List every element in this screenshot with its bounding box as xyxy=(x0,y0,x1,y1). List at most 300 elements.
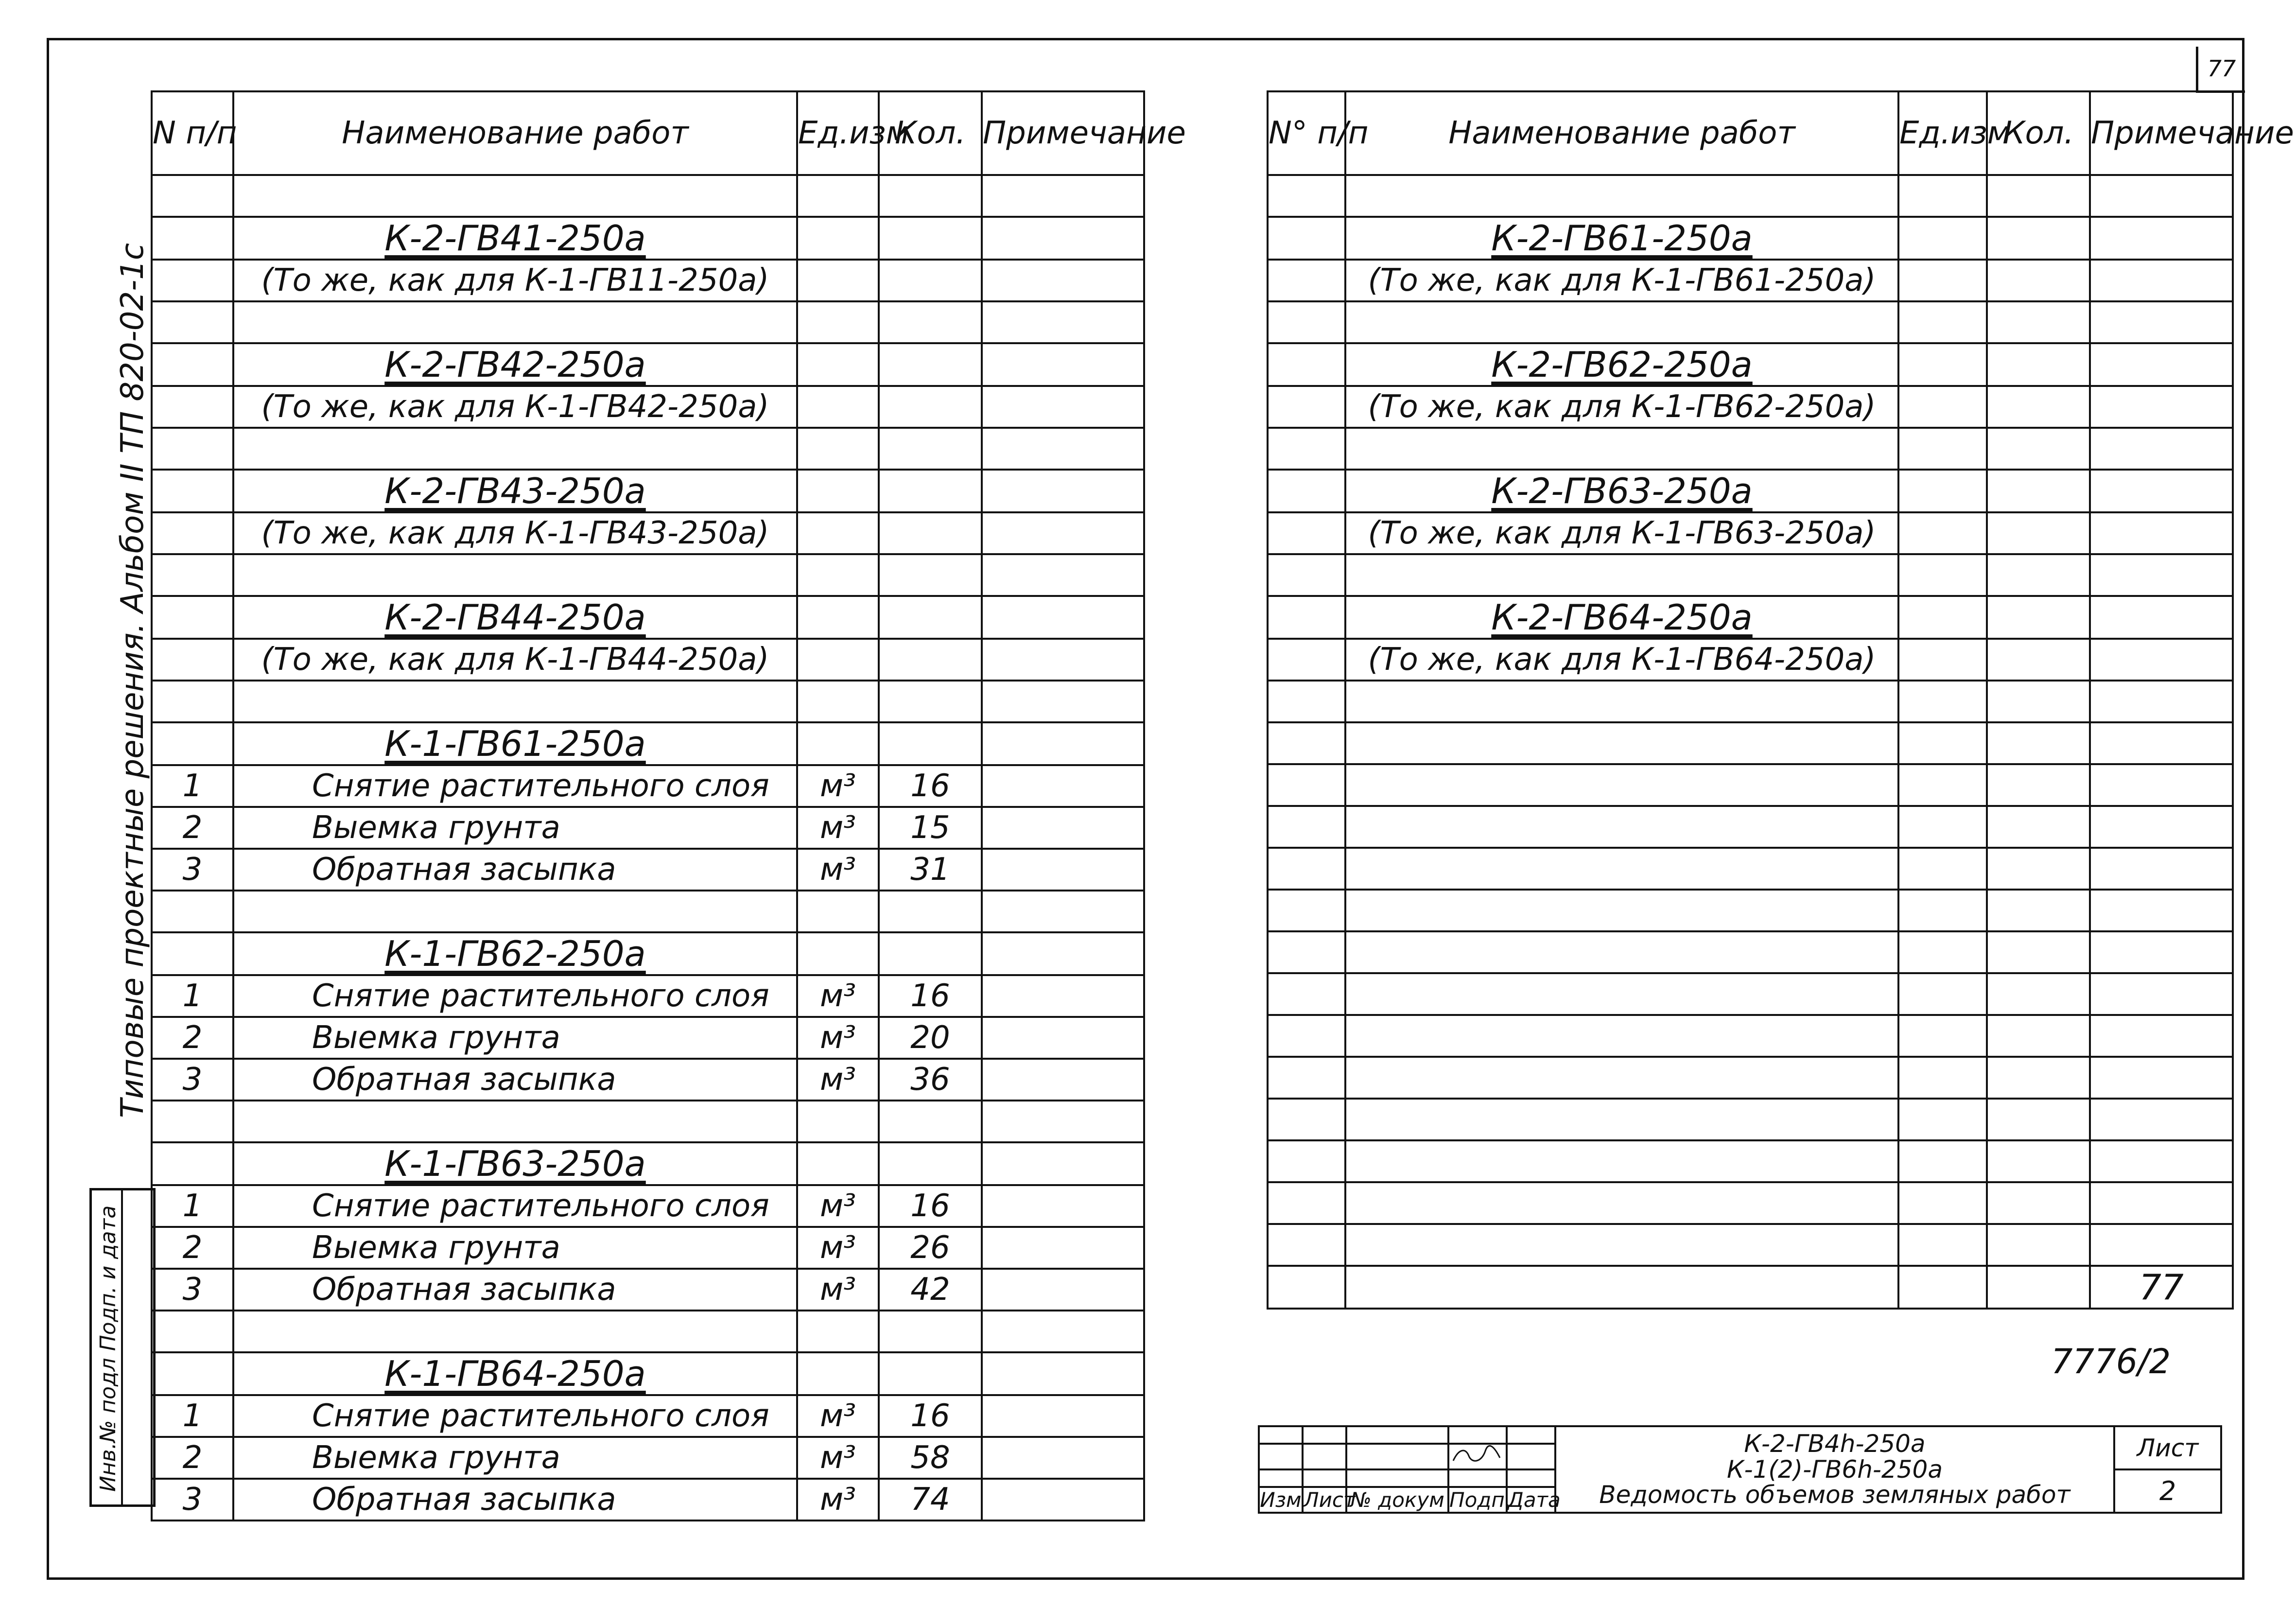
row-qty-cell xyxy=(1987,973,2090,1015)
row-unit-cell xyxy=(797,1311,879,1352)
row-name-cell xyxy=(233,1352,797,1395)
row-unit-cell xyxy=(1898,639,1987,681)
left-strip-label: Инв.№ подл Подп. и дата xyxy=(96,1205,121,1492)
row-qty-cell: 16 xyxy=(879,1395,982,1437)
row-qty-cell: 26 xyxy=(879,1227,982,1269)
row-unit-cell xyxy=(797,343,879,386)
row-qty-cell xyxy=(1987,260,2090,301)
stamp-code-2: К-1(2)-ГВ6h-250а xyxy=(1727,1455,1943,1484)
section-title: К-1-ГВ62-250а xyxy=(384,933,646,974)
table-row xyxy=(1268,512,2233,554)
row-note-cell xyxy=(982,1017,1144,1059)
row-unit-cell xyxy=(797,596,879,639)
table-row xyxy=(152,722,1144,765)
row-name-cell: Снятие растительного слоя xyxy=(233,1395,797,1437)
row-unit-cell xyxy=(1898,722,1987,764)
table-row xyxy=(152,1142,1144,1185)
row-unit-cell xyxy=(1898,931,1987,973)
row-note-cell xyxy=(2090,512,2233,554)
row-qty-cell xyxy=(879,175,982,217)
header-qty: Кол. xyxy=(1987,91,2090,175)
section-title: К-2-ГВ41-250а xyxy=(384,218,646,259)
section-title: К-1-ГВ61-250а xyxy=(384,723,646,764)
row-number-cell: 2 xyxy=(152,1017,233,1059)
row-qty-cell xyxy=(1987,175,2090,217)
row-note-cell xyxy=(2090,890,2233,931)
row-number-cell xyxy=(1268,1140,1345,1182)
row-number-cell xyxy=(1268,301,1345,343)
table-header-row xyxy=(152,91,1144,175)
row-qty-cell xyxy=(1987,428,2090,470)
row-number-cell xyxy=(1268,470,1345,512)
row-qty-cell xyxy=(1987,890,2090,931)
row-number-cell xyxy=(152,1142,233,1185)
row-qty-cell xyxy=(879,301,982,343)
section-title: К-2-ГВ62-250а xyxy=(1491,344,1753,385)
row-qty-cell xyxy=(1987,512,2090,554)
row-number-cell xyxy=(1268,260,1345,301)
row-number-cell xyxy=(152,1311,233,1352)
row-note-cell xyxy=(2090,681,2233,722)
row-note-cell xyxy=(982,175,1144,217)
row-unit-cell xyxy=(1898,512,1987,554)
row-number-cell xyxy=(1268,1266,1345,1309)
table-row xyxy=(152,1101,1144,1142)
row-note-cell xyxy=(2090,848,2233,890)
row-qty-cell xyxy=(1987,1099,2090,1140)
row-unit-cell: м³ xyxy=(797,1269,879,1311)
header-n: N° п/п xyxy=(1268,91,1345,175)
row-note-cell xyxy=(2090,973,2233,1015)
row-number-cell xyxy=(152,217,233,260)
row-note-cell xyxy=(2090,806,2233,848)
stamp-sheet-value: 2 xyxy=(2114,1469,2221,1513)
row-qty-cell: 16 xyxy=(879,1185,982,1227)
row-qty-cell xyxy=(1987,1057,2090,1099)
row-qty-cell xyxy=(879,681,982,722)
table-row xyxy=(1268,890,2233,931)
row-number-cell xyxy=(152,386,233,428)
row-unit-cell xyxy=(1898,1015,1987,1057)
left-strip xyxy=(89,1188,156,1507)
table-row xyxy=(1268,175,2233,217)
row-number-cell xyxy=(152,681,233,722)
table-row xyxy=(152,386,1144,428)
row-name-cell xyxy=(1345,1266,1898,1309)
row-note-cell xyxy=(2090,1057,2233,1099)
table-row xyxy=(152,1395,1144,1437)
row-qty-cell xyxy=(879,1311,982,1352)
row-unit-cell xyxy=(797,217,879,260)
row-number-cell xyxy=(1268,1057,1345,1099)
row-unit-cell xyxy=(1898,1057,1987,1099)
row-qty-cell xyxy=(1987,1015,2090,1057)
row-note-cell xyxy=(982,470,1144,512)
row-name-cell xyxy=(233,932,797,975)
table-row xyxy=(152,260,1144,301)
row-number-cell: 1 xyxy=(152,1185,233,1227)
row-name-cell xyxy=(1345,1224,1898,1266)
row-qty-cell xyxy=(879,1142,982,1185)
row-note-cell xyxy=(2090,343,2233,386)
row-name-cell xyxy=(1345,1140,1898,1182)
row-name-cell xyxy=(1345,217,1898,260)
row-note-cell xyxy=(982,891,1144,932)
row-name-cell xyxy=(1345,1099,1898,1140)
row-unit-cell xyxy=(797,722,879,765)
table-row xyxy=(1268,1182,2233,1224)
row-note-cell xyxy=(982,1142,1144,1185)
table-row xyxy=(1268,848,2233,890)
table-row xyxy=(1268,260,2233,301)
row-note-cell xyxy=(982,1352,1144,1395)
section-subtitle: (То же, как для К-1-ГВ42-250а) xyxy=(233,386,797,428)
header-note: Примечание xyxy=(982,91,1144,175)
row-note-cell xyxy=(982,301,1144,343)
row-note-cell xyxy=(982,1395,1144,1437)
row-note-cell xyxy=(982,681,1144,722)
row-number-cell: 2 xyxy=(152,1437,233,1479)
row-unit-cell: м³ xyxy=(797,1185,879,1227)
row-name-cell: Обратная засыпка xyxy=(233,1059,797,1101)
row-number-cell: 3 xyxy=(152,1479,233,1521)
row-qty-cell xyxy=(1987,217,2090,260)
row-number-cell xyxy=(152,1101,233,1142)
row-name-cell xyxy=(1345,806,1898,848)
table-row xyxy=(152,470,1144,512)
row-number-cell xyxy=(1268,596,1345,639)
row-number-cell xyxy=(152,175,233,217)
row-unit-cell xyxy=(797,175,879,217)
row-unit-cell: м³ xyxy=(797,807,879,849)
header-unit: Ед.изм xyxy=(1898,91,1987,175)
row-name-cell: Выемка грунта xyxy=(233,1017,797,1059)
left-works-table xyxy=(151,90,1186,1521)
row-qty-cell xyxy=(879,596,982,639)
row-number-cell xyxy=(1268,639,1345,681)
row-number-cell xyxy=(1268,512,1345,554)
table-row xyxy=(152,343,1144,386)
row-unit-cell xyxy=(797,428,879,470)
row-name-cell xyxy=(1345,890,1898,931)
row-qty-cell xyxy=(879,891,982,932)
table-row xyxy=(152,1437,1144,1479)
row-number-cell: 1 xyxy=(152,1395,233,1437)
row-number-cell xyxy=(1268,931,1345,973)
stamp-col-izm: Изм xyxy=(1259,1487,1303,1513)
row-unit-cell: м³ xyxy=(797,1395,879,1437)
row-number-cell xyxy=(1268,681,1345,722)
row-unit-cell: м³ xyxy=(797,1059,879,1101)
row-name-cell xyxy=(1345,722,1898,764)
row-unit-cell xyxy=(1898,848,1987,890)
row-name-cell xyxy=(233,554,797,596)
table-row xyxy=(152,975,1144,1017)
row-qty-cell xyxy=(1987,806,2090,848)
row-note-cell xyxy=(982,1269,1144,1311)
row-number-cell xyxy=(152,554,233,596)
row-name-cell xyxy=(1345,470,1898,512)
row-unit-cell xyxy=(1898,806,1987,848)
row-qty-cell xyxy=(1987,1224,2090,1266)
table-row xyxy=(1268,973,2233,1015)
row-note-cell xyxy=(982,260,1144,301)
row-note-cell xyxy=(2090,301,2233,343)
row-name-cell xyxy=(1345,973,1898,1015)
row-unit-cell xyxy=(797,1352,879,1395)
row-unit-cell xyxy=(797,1101,879,1142)
row-qty-cell: 31 xyxy=(879,849,982,891)
header-unit: Ед.изм xyxy=(797,91,879,175)
row-number-cell xyxy=(1268,217,1345,260)
row-name-cell: Обратная засыпка xyxy=(233,849,797,891)
table-row xyxy=(1268,343,2233,386)
row-qty-cell: 36 xyxy=(879,1059,982,1101)
table-row xyxy=(152,428,1144,470)
row-name-cell: Выемка грунта xyxy=(233,1437,797,1479)
row-name-cell xyxy=(233,596,797,639)
sheet-number: 77 xyxy=(2207,55,2236,82)
row-name-cell: Выемка грунта xyxy=(233,807,797,849)
row-unit-cell xyxy=(1898,1182,1987,1224)
row-qty-cell xyxy=(879,554,982,596)
table-row xyxy=(1268,1266,2233,1309)
row-unit-cell xyxy=(1898,301,1987,343)
row-name-cell xyxy=(233,1311,797,1352)
row-name-cell xyxy=(233,1101,797,1142)
row-name-cell xyxy=(1345,931,1898,973)
row-qty-cell xyxy=(1987,764,2090,806)
row-unit-cell xyxy=(1898,764,1987,806)
row-name-cell: Обратная засыпка xyxy=(233,1479,797,1521)
row-name-cell xyxy=(1345,1182,1898,1224)
row-number-cell xyxy=(1268,764,1345,806)
stamp-sheet-label: Лист xyxy=(2114,1426,2221,1469)
right-works-table xyxy=(1267,90,2294,1310)
header-name: Наименование работ xyxy=(233,91,797,175)
stamp-col-doc: № докум xyxy=(1346,1487,1448,1513)
section-title: К-2-ГВ42-250а xyxy=(384,344,646,385)
section-title: К-2-ГВ63-250а xyxy=(1491,471,1753,511)
section-title: К-2-ГВ64-250а xyxy=(1491,597,1753,638)
row-number-cell xyxy=(152,596,233,639)
row-qty-cell xyxy=(879,260,982,301)
row-unit-cell xyxy=(797,554,879,596)
row-note-cell xyxy=(982,386,1144,428)
row-number-cell xyxy=(1268,343,1345,386)
row-unit-cell xyxy=(797,512,879,554)
row-note-cell xyxy=(982,596,1144,639)
row-number-cell xyxy=(1268,890,1345,931)
row-note-cell xyxy=(2090,217,2233,260)
section-subtitle: (То же, как для К-1-ГВ43-250а) xyxy=(233,512,797,554)
table-row xyxy=(1268,1224,2233,1266)
row-note-cell xyxy=(2090,470,2233,512)
row-qty-cell xyxy=(1987,554,2090,596)
row-unit-cell: м³ xyxy=(797,1017,879,1059)
row-number-cell xyxy=(1268,806,1345,848)
row-number-cell xyxy=(152,1352,233,1395)
side-label: Типовые проектные решения. Альбом II ТП 820-02-1с xyxy=(115,243,151,1118)
row-name-cell xyxy=(233,681,797,722)
row-qty-cell xyxy=(1987,722,2090,764)
row-name-cell xyxy=(1345,428,1898,470)
row-qty-cell xyxy=(879,217,982,260)
row-qty-cell xyxy=(1987,596,2090,639)
table-row xyxy=(1268,639,2233,681)
section-subtitle: (То же, как для К-1-ГВ11-250а) xyxy=(233,260,797,301)
row-name-cell xyxy=(1345,1015,1898,1057)
row-number-cell xyxy=(152,932,233,975)
row-name-cell: Снятие растительного слоя xyxy=(233,1185,797,1227)
row-note-cell xyxy=(982,1227,1144,1269)
table-row xyxy=(152,217,1144,260)
section-title: К-2-ГВ43-250а xyxy=(384,471,646,511)
row-unit-cell xyxy=(1898,470,1987,512)
table-header-row xyxy=(1268,91,2233,175)
table-row xyxy=(152,1352,1144,1395)
row-qty-cell xyxy=(1987,931,2090,973)
row-name-cell xyxy=(1345,1057,1898,1099)
sheet-number-box xyxy=(2196,47,2245,93)
table-row xyxy=(152,849,1144,891)
row-note-cell xyxy=(982,849,1144,891)
table-row xyxy=(152,1059,1144,1101)
row-unit-cell xyxy=(797,681,879,722)
section-title: К-1-ГВ63-250а xyxy=(384,1143,646,1184)
row-number-cell xyxy=(1268,722,1345,764)
table-row xyxy=(1268,931,2233,973)
row-note-cell xyxy=(982,1101,1144,1142)
row-name-cell xyxy=(1345,596,1898,639)
row-number-cell xyxy=(1268,848,1345,890)
stamp-col-date: Дата xyxy=(1508,1488,1561,1512)
row-note-cell xyxy=(2090,1182,2233,1224)
table-row xyxy=(1268,428,2233,470)
row-number-cell xyxy=(152,428,233,470)
table-row xyxy=(1268,470,2233,512)
row-number-cell xyxy=(152,512,233,554)
table-row xyxy=(152,512,1144,554)
table-row xyxy=(152,301,1144,343)
row-note-cell xyxy=(2090,260,2233,301)
row-qty-cell xyxy=(1987,470,2090,512)
row-unit-cell xyxy=(1898,386,1987,428)
row-unit-cell xyxy=(797,932,879,975)
row-number-cell xyxy=(152,260,233,301)
row-note-cell xyxy=(982,807,1144,849)
row-note-cell xyxy=(982,343,1144,386)
row-name-cell xyxy=(1345,175,1898,217)
row-unit-cell xyxy=(1898,1099,1987,1140)
header-note: Примечание xyxy=(2090,91,2233,175)
row-name-cell xyxy=(1345,764,1898,806)
table-row xyxy=(1268,217,2233,260)
row-unit-cell xyxy=(1898,175,1987,217)
row-note-cell xyxy=(2090,175,2233,217)
row-unit-cell xyxy=(1898,1140,1987,1182)
row-note-cell xyxy=(982,512,1144,554)
row-note-cell xyxy=(2090,596,2233,639)
row-note-cell xyxy=(982,639,1144,681)
row-note-cell: 77 xyxy=(2090,1266,2233,1309)
row-qty-cell xyxy=(1987,639,2090,681)
row-qty-cell xyxy=(879,343,982,386)
row-qty-cell xyxy=(879,512,982,554)
table-row xyxy=(1268,1099,2233,1140)
row-number-cell xyxy=(1268,1224,1345,1266)
table-row xyxy=(152,175,1144,217)
table-row xyxy=(152,1227,1144,1269)
row-name-cell xyxy=(1345,343,1898,386)
table-row xyxy=(1268,554,2233,596)
section-subtitle: (То же, как для К-1-ГВ63-250а) xyxy=(1345,512,1898,554)
row-note-cell xyxy=(2090,1224,2233,1266)
row-unit-cell: м³ xyxy=(797,1227,879,1269)
row-qty-cell xyxy=(879,639,982,681)
section-subtitle: (То же, как для К-1-ГВ62-250а) xyxy=(1345,386,1898,428)
table-row xyxy=(152,639,1144,681)
row-number-cell: 2 xyxy=(152,1227,233,1269)
table-row xyxy=(1268,1057,2233,1099)
row-qty-cell: 58 xyxy=(879,1437,982,1479)
row-qty-cell: 74 xyxy=(879,1479,982,1521)
row-qty-cell xyxy=(1987,1140,2090,1182)
row-unit-cell xyxy=(1898,343,1987,386)
row-unit-cell xyxy=(797,639,879,681)
row-number-cell xyxy=(1268,554,1345,596)
row-unit-cell xyxy=(1898,596,1987,639)
row-name-cell xyxy=(233,175,797,217)
row-name-cell xyxy=(233,1142,797,1185)
row-number-cell: 3 xyxy=(152,1059,233,1101)
row-number-cell xyxy=(152,301,233,343)
header-name: Наименование работ xyxy=(1345,91,1898,175)
row-name-cell: Снятие растительного слоя xyxy=(233,765,797,807)
row-note-cell xyxy=(2090,386,2233,428)
row-qty-cell xyxy=(879,386,982,428)
title-cell xyxy=(1555,1426,2114,1513)
row-number-cell xyxy=(152,639,233,681)
section-subtitle: (То же, как для К-1-ГВ61-250а) xyxy=(1345,260,1898,301)
row-qty-cell xyxy=(1987,1182,2090,1224)
table-row xyxy=(1268,386,2233,428)
table-row xyxy=(1268,1015,2233,1057)
row-name-cell: Снятие растительного слоя xyxy=(233,975,797,1017)
row-qty-cell xyxy=(1987,681,2090,722)
row-unit-cell: м³ xyxy=(797,765,879,807)
row-qty-cell xyxy=(879,1101,982,1142)
row-note-cell xyxy=(982,1059,1144,1101)
row-note-cell xyxy=(982,932,1144,975)
row-name-cell xyxy=(233,891,797,932)
row-number-cell xyxy=(152,891,233,932)
stamp-code-1: К-2-ГВ4h-250а xyxy=(1744,1430,1926,1458)
section-subtitle: (То же, как для К-1-ГВ64-250а) xyxy=(1345,639,1898,681)
row-number-cell xyxy=(152,722,233,765)
row-note-cell xyxy=(982,1437,1144,1479)
row-number-cell xyxy=(152,470,233,512)
row-name-cell xyxy=(233,722,797,765)
stamp-col-list: Лист xyxy=(1304,1488,1356,1512)
row-note-cell xyxy=(982,1311,1144,1352)
row-unit-cell xyxy=(1898,260,1987,301)
row-note-cell xyxy=(2090,639,2233,681)
row-unit-cell xyxy=(797,386,879,428)
row-qty-cell xyxy=(1987,848,2090,890)
row-note-cell xyxy=(2090,1015,2233,1057)
table-row xyxy=(1268,1140,2233,1182)
